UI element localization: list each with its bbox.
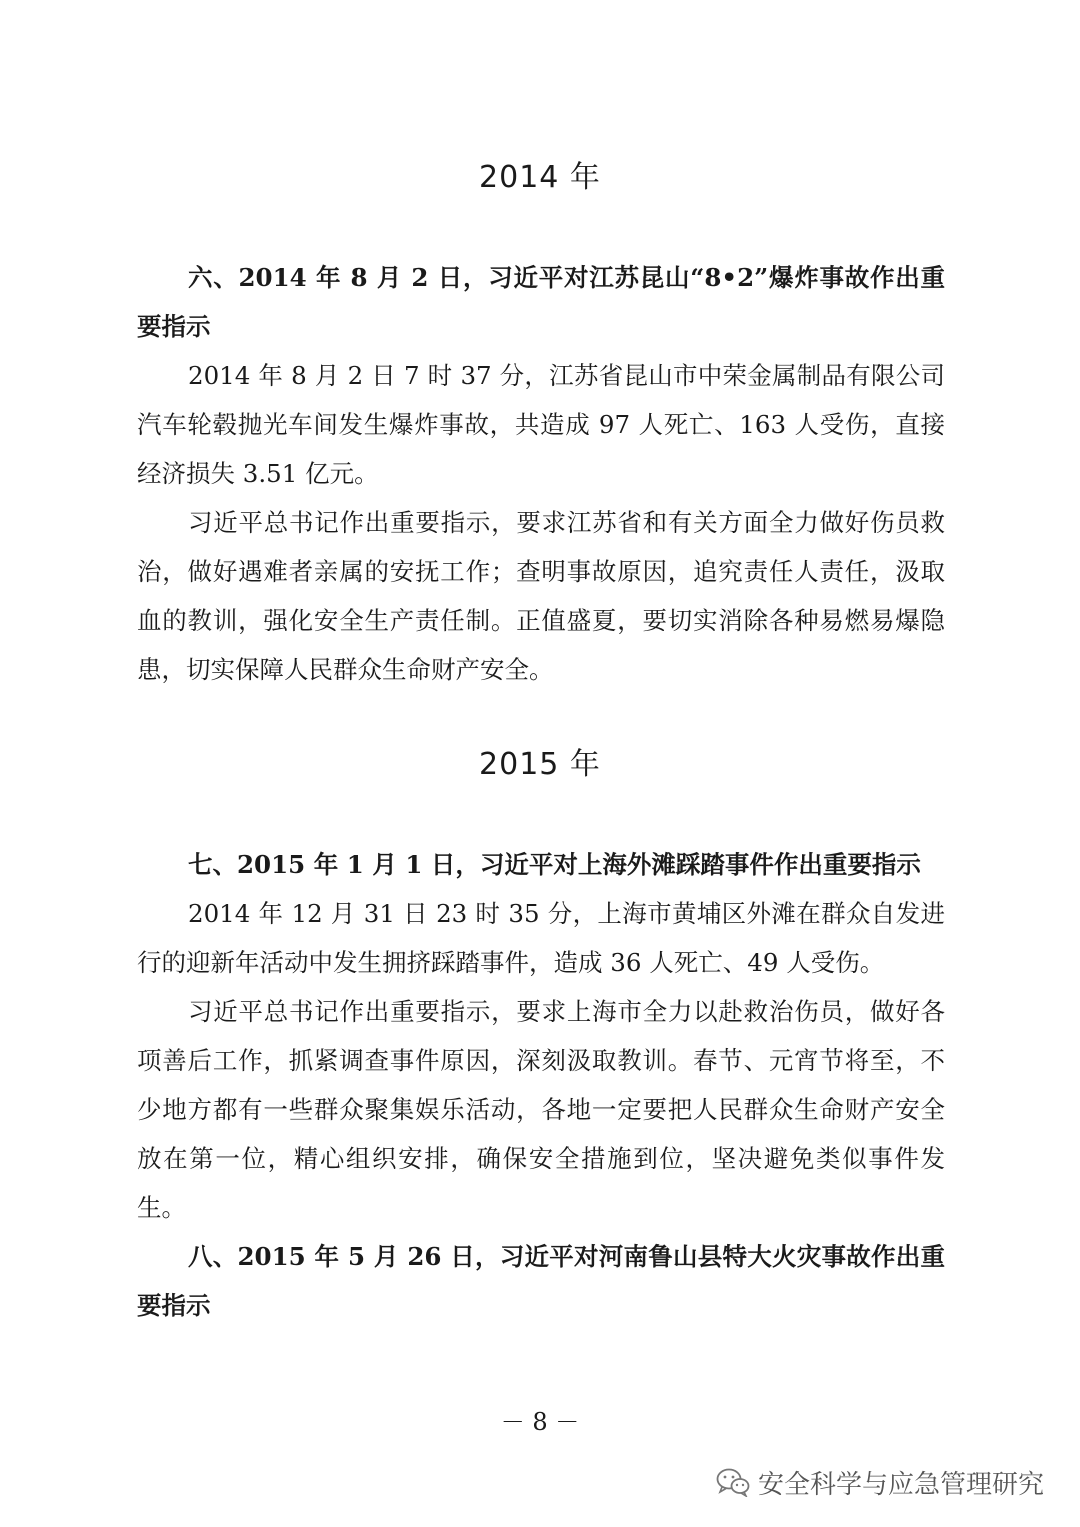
body-paragraph: 习近平总书记作出重要指示，要求上海市全力以赴救治伤员，做好各项善后工作，抓紧调查事件原因，深刻汲取教训。春节、元宵节将至，不少地方都有一些群众聚集娱乐活动，各地一定要把人民群众生命财产安全放在第一位，精心组织安排，确保安全措施到位，坚决避免类似事件发生。 [137, 997, 945, 1222]
watermark-text: 安全科学与应急管理研究 [757, 1469, 1044, 1500]
item-heading-7: 七、2015 年 1 月 1 日，习近平对上海外滩踩踏事件作出重要指示 [188, 850, 921, 879]
wechat-icon [716, 1467, 750, 1497]
year-heading-2014: 2014 年 [479, 160, 601, 195]
year-heading-2015: 2015 年 [479, 747, 601, 782]
body-paragraph: 习近平总书记作出重要指示，要求江苏省和有关方面全力做好伤员救治，做好遇难者亲属的安抚工作；查明事故原因，追究责任人责任，汲取血的教训，强化安全生产责任制。正值盛夏，要切实消除各种易燃易爆隐患，切实保障人民群众生命财产安全。 [137, 508, 945, 684]
body-paragraph: 2014 年 12 月 31 日 23 时 35 分，上海市黄埔区外滩在群众自发进行的迎新年活动中发生拥挤踩踏事件，造成 36 人死亡、49 人受伤。 [137, 899, 945, 977]
page-number: － 8 － [500, 1408, 580, 1436]
wechat-watermark [716, 1460, 1044, 1504]
item-heading-6: 六、2014 年 8 月 2 日，习近平对江苏昆山“8•2”爆炸事故作出重要指示 [137, 263, 945, 341]
item-heading-8: 八、2015 年 5 月 26 日，习近平对河南鲁山县特大火灾事故作出重要指示 [137, 1242, 945, 1320]
body-paragraph: 2014 年 8 月 2 日 7 时 37 分，江苏省昆山市中荣金属制品有限公司汽车轮毂抛光车间发生爆炸事故，共造成 97 人死亡、163 人受伤，直接经济损失 3.51 亿元。 [137, 361, 945, 488]
